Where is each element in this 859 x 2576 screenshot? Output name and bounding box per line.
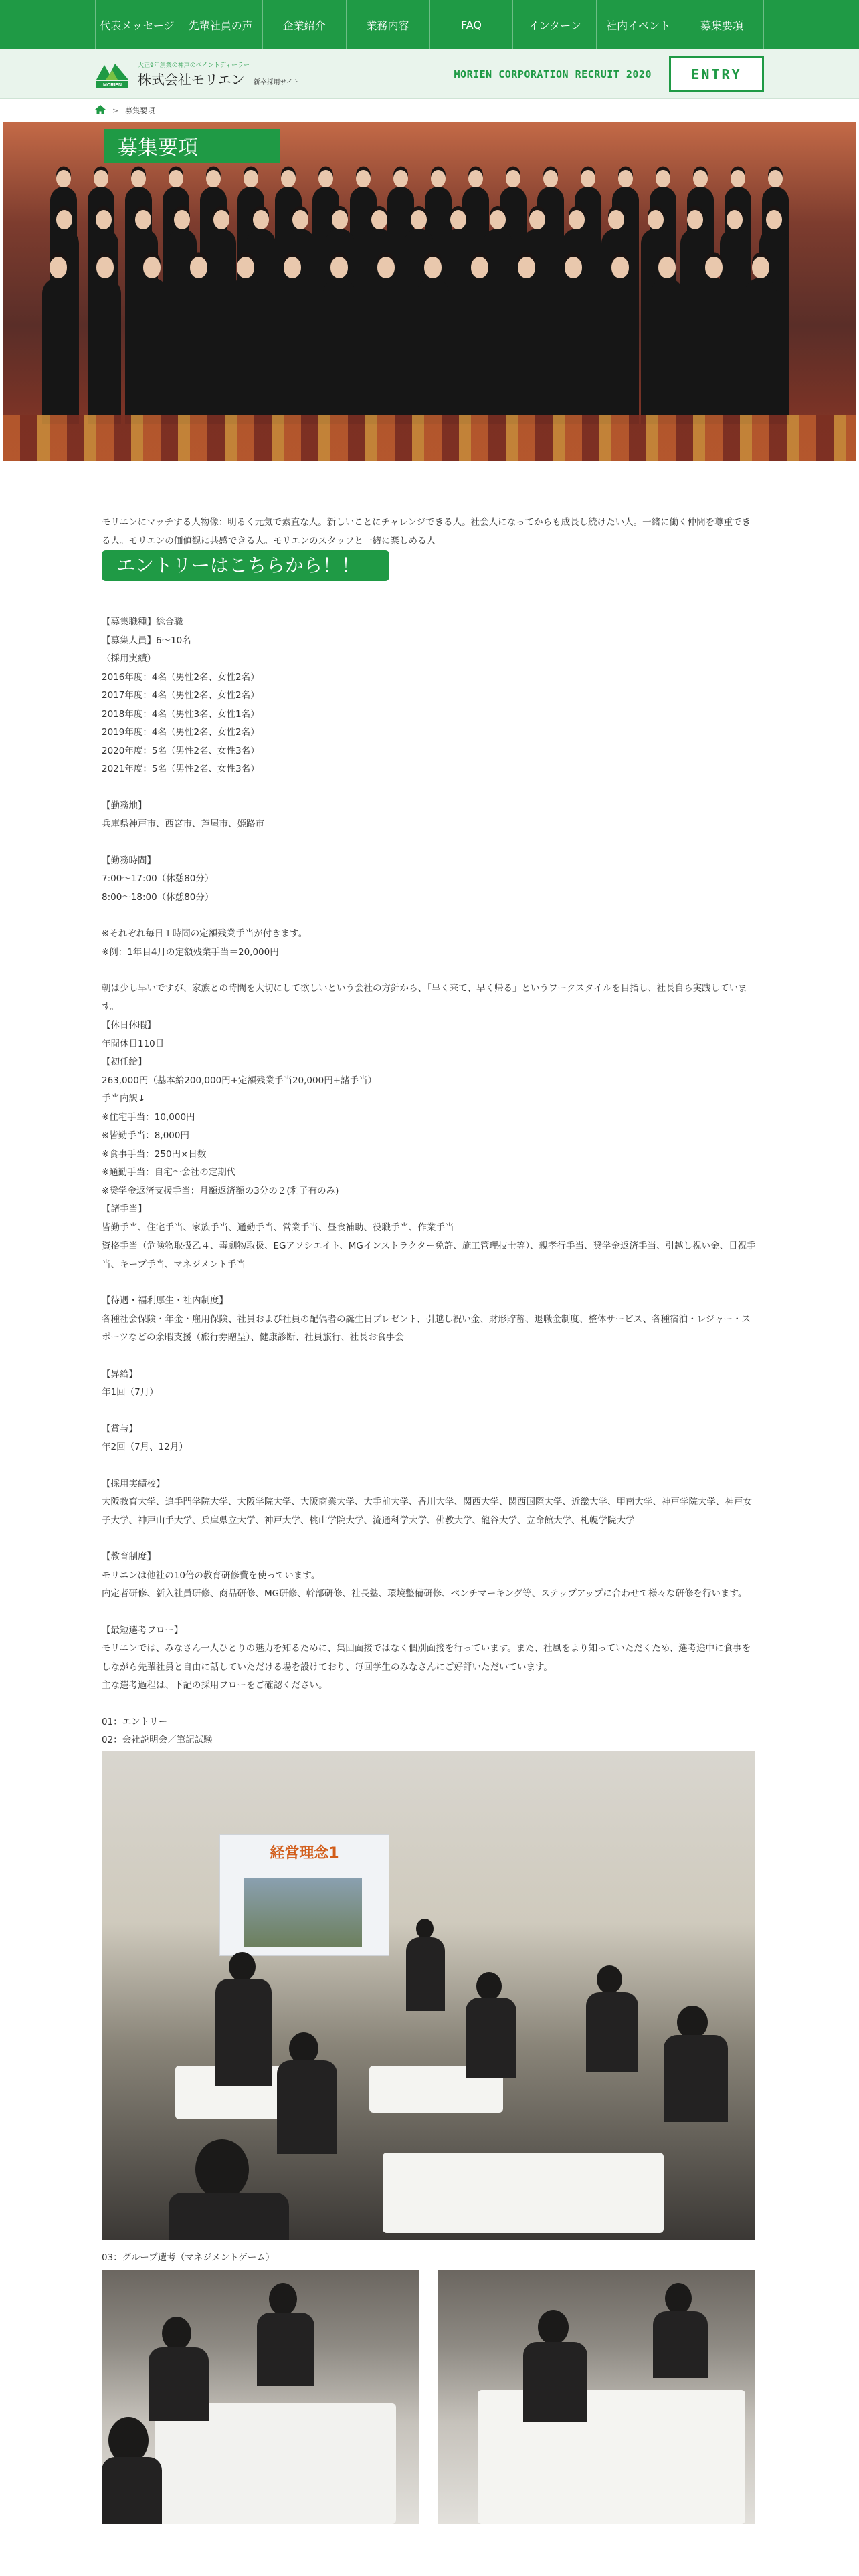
requirement-sections xyxy=(102,613,757,1695)
requirement-section xyxy=(102,1622,757,1695)
morien-logo-icon xyxy=(95,60,130,89)
crowd-person-head xyxy=(581,170,595,187)
crowd-person-body xyxy=(183,278,215,424)
logo-tagline: 大正9年創業の神戸のペイントディーラー xyxy=(138,62,250,69)
crowd-person-head xyxy=(450,210,466,229)
section-line: 内定者研修、新入社員研修、商品研修、MG研修、幹部研修、社長塾、環境整備研修、ベンチマーキング等、ステップアップに合わせて様々な研修を行います。 xyxy=(102,1588,747,1599)
crowd-person-head xyxy=(356,170,371,187)
section-line: 資格手当（危険物取扱乙４、毒劇物取扱、EGアソシエイト、MGインストラクター免許、施工管理技士等）、親孝行手当、奨学金返済手当、引越し祝い金、日祝手当、キープ手当、マネジメント手当 xyxy=(102,1241,756,1270)
nav-list xyxy=(95,0,764,49)
slide-photo xyxy=(244,1878,362,1947)
recruit-title: MORIEN CORPORATION RECRUIT 2020 xyxy=(454,68,652,80)
crowd-person-head xyxy=(237,257,254,278)
section-line: 【勤務時間】 xyxy=(102,855,156,866)
management-game-photo-left xyxy=(102,2270,419,2524)
crowd-person-body xyxy=(745,278,777,424)
crowd-person-head xyxy=(543,170,558,187)
crowd-person-head xyxy=(529,210,545,229)
section-line: ※それぞれ毎日１時間の定額残業手当が付きます。 xyxy=(102,928,308,939)
crowd-person-head xyxy=(56,210,72,229)
section-line: 年間休日110日 xyxy=(102,1038,165,1049)
requirement-section xyxy=(102,1548,757,1604)
section-line: ※食事手当：250円×日数 xyxy=(102,1148,207,1160)
crowd-person-head xyxy=(518,257,535,278)
entry-button[interactable]: ENTRY xyxy=(669,56,764,92)
section-line: 【諸手当】 xyxy=(102,1204,147,1214)
requirement-section xyxy=(102,925,757,962)
crowd-person-head xyxy=(569,210,585,229)
crowd-person-head xyxy=(330,257,348,278)
crowd-person-body xyxy=(417,278,449,424)
section-line: 【募集職種】総合職 xyxy=(102,617,183,627)
section-line: 7:00～17:00（休憩80分） xyxy=(102,873,214,884)
seminar-photo xyxy=(102,1751,755,2240)
crowd-person-head xyxy=(169,170,183,187)
crowd-person-head xyxy=(424,257,442,278)
crowd-person-body xyxy=(229,278,262,424)
requirement-section xyxy=(102,613,757,779)
crowd-person-head xyxy=(468,170,483,187)
section-line: 手当内訳↓ xyxy=(102,1093,146,1104)
crowd-person-head xyxy=(618,170,633,187)
top-navigation xyxy=(0,0,859,49)
crowd-person-head xyxy=(56,170,71,187)
crowd-person-head xyxy=(213,210,229,229)
requirement-section xyxy=(102,1420,757,1457)
crowd-person-head xyxy=(656,170,670,187)
crowd-person-body xyxy=(42,278,74,424)
section-line: 大阪教育大学、追手門学院大学、大阪学院大学、大阪商業大学、大手前大学、香川大学、関西大学、関西国際大学、近畿大学、甲南大学、神戸学院大学、神戸女子大学、神戸山手大学、兵庫県立大学、神戸大学、桃山学院大学、流通科学大学、佛教大学、龍谷大学、立命館大学、札幌学院大学 xyxy=(102,1497,752,1526)
ideal-candidate-text: モリエンにマッチする人物像：明るく元気で素直な人。新しいことにチャレンジできる人。社会人になってからも成長し続けたい人。一緒に働く仲間を尊重できる人。モリエンの価値観に共感できる人。モリエンのスタッフと一緒に楽しめる人 xyxy=(102,517,751,546)
nav-item-7[interactable]: 社内イベント xyxy=(597,0,680,49)
brand-bar xyxy=(0,49,859,99)
section-line: ※例：1年目4月の定額残業手当＝20,000円 xyxy=(102,946,279,958)
main-content xyxy=(102,461,757,2524)
crowd-person-head xyxy=(411,210,427,229)
group-selection-photos xyxy=(102,2270,755,2524)
section-line: 朝は少し早いですが、家族との時間を大切にして欲しいという会社の方針から、「早く来て、早く帰る」というワークスタイルを目指し、社長自ら実践しています。 xyxy=(102,983,747,1012)
crowd-person-body xyxy=(370,278,402,424)
nav-item-5[interactable]: FAQ xyxy=(430,0,514,49)
section-line: 【最短選考フロー】 xyxy=(102,1624,183,1636)
section-line: 2018年度：4名（男性3名、女性1名） xyxy=(102,708,260,720)
section-line: 2021年度：5名（男性2名、女性3名） xyxy=(102,764,260,774)
crowd-person-head xyxy=(658,257,676,278)
carpet-floor xyxy=(3,415,856,461)
section-line: 皆勤手当、住宅手当、家族手当、通勤手当、営業手当、昼食補助、役職手当、作業手当 xyxy=(102,1222,454,1233)
crowd-person-head xyxy=(371,210,387,229)
section-line: 【待遇・福利厚生・社内制度】 xyxy=(102,1295,228,1306)
chevron-right-icon: > xyxy=(112,106,119,115)
section-line: 【教育制度】 xyxy=(102,1551,156,1562)
section-line: 【勤務地】 xyxy=(102,800,147,811)
entry-banner-button[interactable]: エントリーはこちらから！！ xyxy=(102,550,389,581)
crowd-person-head xyxy=(96,257,114,278)
crowd-person-head xyxy=(253,210,269,229)
section-line: 【昇給】 xyxy=(102,1368,138,1380)
section-line: 263,000円（基本給200,000円+定額残業手当20,000円+諸手当） xyxy=(102,1075,377,1086)
crowd-person-head xyxy=(131,170,146,187)
crowd-person-head xyxy=(377,257,395,278)
home-icon[interactable] xyxy=(95,105,106,116)
breadcrumb-current: 募集要項 xyxy=(125,106,155,115)
logo-wordmark: MORIEN xyxy=(103,82,122,88)
section-line: 2017年度：4名（男性2名、女性2名） xyxy=(102,690,260,701)
section-line: ※通勤手当：自宅〜会社の定期代 xyxy=(102,1167,236,1178)
crowd-person-head xyxy=(768,170,783,187)
crowd-person-head xyxy=(143,257,161,278)
breadcrumb xyxy=(95,99,764,122)
nav-item-6[interactable]: インターン xyxy=(513,0,597,49)
crowd-person-head xyxy=(705,257,723,278)
crowd-person-head xyxy=(731,170,745,187)
crowd-person-head xyxy=(693,170,708,187)
crowd-person-body xyxy=(651,278,683,424)
slide-title: 経営理念1 xyxy=(270,1844,339,1862)
section-line: 主な選考過程は、下記の採用フローをご確認ください。 xyxy=(102,1680,328,1691)
section-line: モリエンは他社の10倍の教育研修費を使っています。 xyxy=(102,1570,320,1581)
section-line: 8:00～18:00（休憩80分） xyxy=(102,891,214,903)
crowd-person-head xyxy=(611,257,629,278)
section-line: モリエンでは、みなさん一人ひとりの魅力を知るために、集団面接ではなく個別面接を行っています。また、社風をより知っていただくため、選考途中に食事をしながら先輩社員と自由に話していただける場を設けており、毎回学生のみなさんにご好評いただいています。 xyxy=(102,1643,751,1673)
hero-page-title: 募集要項 xyxy=(104,129,280,163)
crowd-person-head xyxy=(332,210,348,229)
crowd-person-head xyxy=(190,257,207,278)
crowd-person-head xyxy=(565,257,582,278)
crowd-person-head xyxy=(648,210,664,229)
section-line: ※皆勤手当：8,000円 xyxy=(102,1130,189,1141)
section-line: 【初任給】 xyxy=(102,1057,147,1067)
crowd-person-head xyxy=(490,210,506,229)
crowd-person-head xyxy=(292,210,308,229)
nav-item-2[interactable]: 先輩社員の声 xyxy=(179,0,263,49)
section-line: ※住宅手当：10,000円 xyxy=(102,1111,195,1123)
site-subtitle: 新卒採用サイト xyxy=(253,78,300,86)
section-line: 【募集人員】6～10名 xyxy=(102,635,191,646)
company-name: 株式会社モリエン xyxy=(138,71,245,88)
crowd-person-head xyxy=(284,257,301,278)
section-line: 各種社会保険・年金・雇用保険、社員および社員の配偶者の誕生日プレゼント、引越し祝い金、財形貯蓄、退職金制度、整体サービス、各種宿泊・レジャー・スポーツなどの余暇支援（旅行券贈呈）、健康診断、社員旅行、社長お食事会 xyxy=(102,1313,751,1343)
section-line: 【賞与】 xyxy=(102,1423,138,1434)
section-line: 【採用実績校】 xyxy=(102,1478,165,1489)
crowd-person-head xyxy=(135,210,151,229)
section-line: ※奨学金返済支援手当：月額返済額の3分の２(利子有のみ) xyxy=(102,1185,339,1196)
crowd-person-head xyxy=(50,257,67,278)
crowd-person-head xyxy=(506,170,520,187)
crowd-person-body xyxy=(557,278,589,424)
nav-item-3[interactable]: 企業紹介 xyxy=(263,0,347,49)
crowd-person-head xyxy=(608,210,624,229)
requirement-section xyxy=(102,797,757,834)
crowd-person-body xyxy=(698,278,730,424)
crowd-person-head xyxy=(206,170,221,187)
brand-logo[interactable] xyxy=(95,60,300,89)
crowd-person-head xyxy=(687,210,703,229)
section-line: 年1回（7月） xyxy=(102,1387,159,1398)
crowd-person-head xyxy=(94,170,108,187)
crowd-person-head xyxy=(244,170,258,187)
crowd-person-body xyxy=(89,278,121,424)
crowd-person-head xyxy=(318,170,333,187)
requirement-section xyxy=(102,980,757,1274)
requirement-section xyxy=(102,1475,757,1531)
requirement-section xyxy=(102,852,757,907)
crowd-person-head xyxy=(431,170,446,187)
crowd-person-body xyxy=(276,278,308,424)
requirement-section xyxy=(102,1292,757,1348)
crowd-person-body xyxy=(510,278,543,424)
crowd-person-head xyxy=(393,170,408,187)
group-photo xyxy=(3,143,856,424)
section-line: 2019年度：4名（男性2名、女性2名） xyxy=(102,727,260,738)
crowd-person-head xyxy=(766,210,782,229)
section-line: 年2回（7月、12月） xyxy=(102,1442,188,1453)
section-line: 兵庫県神戸市、西宮市、芦屋市、姫路市 xyxy=(102,819,264,829)
nav-item-1[interactable]: 代表メッセージ xyxy=(95,0,179,49)
flow-step-2: 02：会社説明会／筆記試験 xyxy=(102,1735,213,1745)
crowd-person-body xyxy=(323,278,355,424)
crowd-person-head xyxy=(752,257,769,278)
section-line: （採用実績） xyxy=(102,653,156,664)
section-line: 【休日休暇】 xyxy=(102,1020,156,1031)
crowd-person-body xyxy=(464,278,496,424)
hero-image xyxy=(3,122,856,461)
crowd-person-head xyxy=(471,257,488,278)
crowd-person-head xyxy=(727,210,743,229)
section-line: 2020年度：5名（男性2名、女性3名） xyxy=(102,745,260,756)
crowd-person-head xyxy=(96,210,112,229)
management-game-photo-right xyxy=(438,2270,755,2524)
flow-step-1: 01：エントリー xyxy=(102,1716,168,1727)
nav-item-4[interactable]: 業務内容 xyxy=(347,0,430,49)
nav-item-8[interactable]: 募集要項 xyxy=(680,0,764,49)
flow-step-3: 03：グループ選考（マネジメントゲーム） xyxy=(102,2252,275,2263)
requirement-section xyxy=(102,1366,757,1402)
section-line: 2016年度：4名（男性2名、女性2名） xyxy=(102,671,260,683)
crowd-person-head xyxy=(281,170,296,187)
crowd-person-body xyxy=(604,278,636,424)
crowd-person-body xyxy=(136,278,168,424)
projector-screen xyxy=(219,1834,389,1956)
